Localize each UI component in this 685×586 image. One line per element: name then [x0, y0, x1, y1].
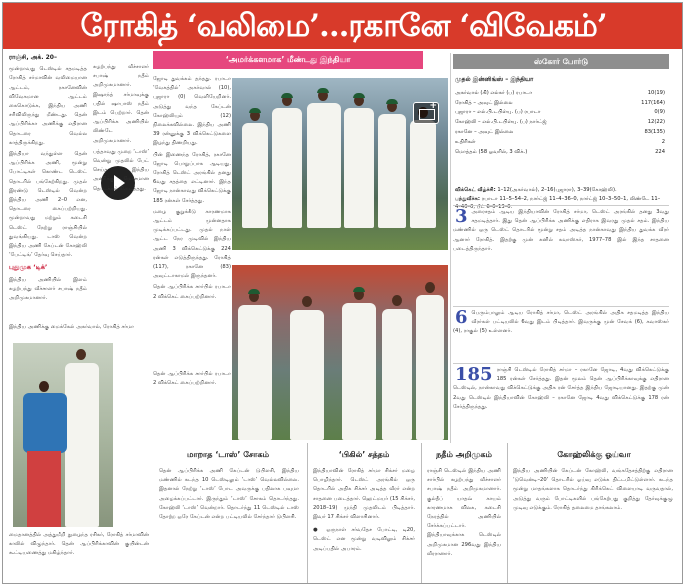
section-text-toss: தென் ஆப்பிரிக்க அணி கேப்டன் டுபிளசி, இந்திய மண்ணில் கடந்த 10 டெஸ்டிலும் ‘டாஸ்’ வெல்லவில்லை. இதனால் நேற்று ‘டாஸ்’ போட அவருக்கு பதிலாக பவுமா அழைக்கப்பட்டார். இருந்தும் ‘டாஸ்’ சோகம் தொடர்ந்தது. கோஹ்லி ‘டாஸ்’ வென்றார். தொடர்ந்து 11 டெஸ்டில் டாஸ் தோற்ற ஒரே கேப்டன் என்ற பட்டியலில் சேர்ந்தார் டுபிளசி. [159, 468, 299, 521]
article-paragraph: ஜோடி துவக்கம் தந்தது. ரபாடா ‘வேகத்தில்’ அகர்வால் (10), புஜாரா (0) வெளியேறினர். அடுத்து வந்த கேப்டன் கோஹ்லியும் (12) நிலைக்கவில்லை. இந்திய அணி 39 ரன்னுக்கு 3 விக்கெட்டுகளை இழந்து திணறியது. [153, 76, 231, 147]
section-text-nadeem: ராஞ்சி டெஸ்டில் இந்திய அணி சார்பில் சுழற்பந்து வீச்சாளர் சபாஷ் நதீம் அறிமுகமானார். குல்தீப் யாதவ் காயம் காரணமாக விலக, கடைசி நேரத்தில் அணியில் சேர்க்கப்பட்டார். இந்தியாவுக்காக டெஸ்டில் அறிமுகமான 296வது இந்திய வீரரானார். [427, 468, 501, 557]
batsman-score: 10(19) [647, 89, 665, 96]
stat-number: 185 [455, 364, 493, 385]
fall-of-wickets-label: விக்கெட் வீழ்ச்சி: [455, 187, 496, 193]
batsman-score: 117(164) [641, 99, 665, 106]
fall-of-wickets-text: 1–12(அகர்வால்), 2–16(புஜாரா), 3–39(கோஹ்லி). [497, 187, 617, 193]
column-divider [450, 53, 451, 443]
newspaper-page [2, 2, 683, 584]
batsman-score: 0(9) [654, 109, 665, 116]
article-paragraph: தென் ஆப்பிரிக்க சார்பில் ரபாடா 2 விக்கெட் கைப்பற்றினார். [153, 284, 231, 300]
article-paragraph: இந்தியா வந்துள்ள தென் ஆப்பிரிக்க அணி, மூன்று போட்டிகள் கொண்ட டெஸ்ட் தொடரில் பங்கேற்கிறது. முதல் இரண்டு டெஸ்டில் வென்ற இந்திய அணி 2–0 என, தொடரை கைப்பற்றியது. மூன்றாவது மற்றும் கடைசி டெஸ்ட் நேற்று ராஞ்சியில் துவங்கியது. டாஸ் வென்ற இந்திய அணி கேப்டன் கோஹ்லி ‘பேட்டிங்’ தேர்வு செய்தார். [9, 151, 87, 259]
article-paragraph: இந்திய அணியில் இளம் சுழற்பந்து வீச்சாளர் சபாஷ் நதீம் அறிமுகமானார். [9, 276, 87, 302]
photo-caption: மைதானத்தில் அத்துமீறி நுழைந்த ரசிகர், ரோகித் சர்மாவின் காலில் விழுந்தார். தென் ஆப்பிரிக்காவின் குயின்டன் கூட்டியணைத்து மகிழ்ந்தார். [9, 532, 149, 556]
article-paragraph: பத்தாவது முறை ‘டாஸ்’ வென்று முதலில் பேட் செய்த இந்திய அணிக்கு மோசமான தொடக்கம் கிடைத்தது. [93, 148, 149, 192]
article-subhead: புதுமுக ‘டிக்’ [9, 263, 48, 272]
scoreboard-row [455, 108, 665, 118]
left-bottom-text: இந்திய அணிக்கு மைக்கேல் அகர்வால், ரோகித் சர்மா [9, 324, 134, 330]
scoreboard-row [455, 88, 665, 98]
section-heading-toss: மாறாத ‘டாஸ்’ சோகம் [186, 450, 270, 459]
section-text-kohli: இந்திய அணியின் கேப்டன் கோஹ்லி, வங்கதேசத்திற்கு எதிரான ‘டுவென்டி–20’ தொடரில் ஓய்வு எடுக்க திட்டமிட்டுள்ளார். கடந்த மூன்று மாதங்களாக தொடர்ந்து கிரிக்கெட் விளையாடி வருவதால், அடுத்து வரும் போட்டிகளில் பங்கேற்பது குறித்து தேர்வுக்குழு முடிவு எடுக்கும். ரோகித் தலைமை தாங்கலாம். [513, 468, 673, 511]
stat-number: 3 [455, 206, 468, 227]
article-paragraph: தென் ஆப்பிரிக்க சார்பில் ரபாடா 2 விக்கெட் கைப்பற்றினார். [153, 371, 231, 387]
batsman-name: மொத்தம் (58 ஓவரில், 3 விக்.) [455, 148, 528, 155]
section-heading-bigil: ‘பிகில்’ சத்தம் [338, 450, 390, 459]
batsman-score: 2 [661, 138, 665, 145]
stat-text: பெரும்பாலும் ஆடிய ரோகித் சர்மா, டெஸ்ட் அரங்கில் அதிக சதமடித்த இந்திய வீரர்கள் பட்டியலில் 6வது இடம் பிடித்தார். இவருக்கு முன் சேவக் (6), கவாஸ்கர் (4), ராகுல் (5) உள்ளனர். [453, 310, 669, 335]
mid-column-b [93, 63, 149, 353]
scoreboard-row [455, 137, 665, 147]
article-paragraph: சுழற்பந்து வீச்சாளர் சபாஷ் நதீம் அறிமுகமானார். இஷாந்த் சர்மாவுக்கு பதில் ஷாபாஸ் நதீம் இடம் பெற்றார். தென் ஆப்பிரிக்க அணியில் லிண்டே அறிமுகமானார். [93, 64, 149, 144]
innings-heading: முதல் இன்னிங்ஸ் – இந்தியா [455, 76, 534, 83]
article-paragraph: மூன்றாவது டெஸ்டில் சதமடித்த ரோகித் சர்மாவின் வலிமையான ஆட்டம், ரகானேவின் விவேகமான ஆட்டம் கைகொடுக்க, இந்திய அணி சரிவிலிருந்து மீண்டது. தென் ஆப்பிரிக்கா அணிக்கு எதிரான தொடரை வெல்ல காத்திருக்கிறது. [9, 66, 87, 146]
batsman-score: 224 [655, 148, 665, 155]
scoreboard-row [455, 117, 665, 127]
scoreboard-title: ஸ்கோர் போர்டு [453, 54, 669, 69]
batsman-score: 83(135) [644, 128, 665, 135]
photo-gallery-icon[interactable] [413, 102, 439, 124]
stat-box [453, 205, 669, 305]
stat-box [453, 306, 669, 360]
scoreboard-row [455, 98, 665, 108]
section-heading-nadeem: நதீம் அறிமுகம் [436, 450, 492, 459]
stat-number: 6 [455, 307, 468, 328]
scoreboard-table [455, 88, 665, 157]
section-text-bigil [313, 467, 415, 584]
stat-text: ராஞ்சி டெஸ்டில் ரோகித் சர்மா – ரகானே ஜோடி, 4வது விக்கெட்டுக்கு 185 ரன்கள் சேர்த்தது. இதன் மூலம் தென் ஆப்பிரிக்காவுக்கு எதிரான டெஸ்டில், நான்காவது விக்கெட்டுக்கு அதிக ரன் சேர்த்த இந்திய ஜோடியானது. இதற்கு முன் 2வது டெஸ்டில் இந்தியாவின் கோஹ்லி – ரகானே ஜோடி 4வது விக்கெட்டுக்கு 178 ரன் சேர்த்திருந்தது. [453, 367, 669, 410]
scoreboard-row [455, 147, 665, 157]
pink-subheadline: ‘அமர்க்களமாக’ மீண்டது இந்தியா [153, 51, 423, 69]
batsman-name: ரோகித் – அவுட் இல்லை [455, 99, 513, 106]
mid-column-a [153, 75, 231, 365]
stat-text: அரைசதம் ஆடிய இந்தியாவின் ரோகித் சர்மா, டெஸ்ட் அரங்கில் தனது 3வது சதமடித்தார். இது தென் ஆப்பிரிக்க அணிக்கு எதிராக இவரது முதல் சதம். இந்திய மண்ணில் ஒரு டெஸ்ட் தொடரில் மூன்று சதம் அடித்த நான்காவது இந்திய துவக்க வீரர் ஆனார் ரோகித். இதற்கு முன் சுனில் கவாஸ்கர், 1977–78 இல் இந்த சாதனை படைத்திருந்தார். [453, 209, 669, 252]
scoreboard-row [455, 127, 665, 137]
stat-box [453, 363, 669, 435]
section-heading-kohli: கோஹ்லிக்கு ஓய்வா [557, 450, 631, 459]
article-paragraph: பின் இணைந்த ரோகித், ரகானே ஜோடி பொறுப்பாக ஆடியது. ரோகித் டெஸ்ட் அரங்கில் தனது 6வது சதத்தை எட்டினார். இந்த ஜோடி நான்காவது விக்கெட்டுக்கு 185 ரன்கள் சேர்த்தது. [153, 151, 231, 204]
batsman-name: உதிரிகள் [455, 138, 476, 145]
section-note: ● ஒருநாள் சர்வதேச போட்டி, டி20, டெஸ்ட் என மூன்று வடிவிலும் சிக்சர் அடிப்பதில் அபாரம். [313, 527, 415, 552]
fan-hug-photo [13, 343, 113, 527]
left-column-article [9, 53, 87, 343]
batsman-name: கோஹ்லி – எல்.பி.டபிள்யு. (ப) நார்ட்ஜ் [455, 119, 547, 126]
section-paragraph: இந்தியாவின் ரோகித் சர்மா சிக்சர் மழை பொழிந்தார். டெஸ்ட் அரங்கில் ஒரு தொடரில் அதிக சிக்சர் அடித்த வீரர் என்ற சாதனை படைத்தார். ஹெட்மயர் (15 சிக்சர், 2018–19) முந்தி முதலிடம் பிடித்தார். இவர் 17 சிக்சர் விளாசினார். [313, 468, 415, 521]
page-headline: ரோகித் ‘வலிமை’...ரகானே ‘விவேகம்’ [3, 3, 683, 49]
batsman-score: 12(22) [647, 119, 665, 126]
batsman-name: ரகானே – அவுட் இல்லை [455, 128, 514, 135]
bowling-label: பந்துவீச்சு: [455, 195, 480, 202]
article-paragraph: மழை குறுக்கீடு காரணமாக ஆட்டம் முன்னதாக முடிக்கப்பட்டது. முதல் நாள் ஆட்ட நேர முடிவில் இந்திய அணி 3 விக்கெட்டுக்கு 224 ரன்கள் எடுத்திருந்தது. ரோகித் (117), ரகானே (83) அவுட்டாகாமல் இருந்தனர். [153, 208, 231, 280]
bowling-figures: ரபாடா 11–5–54–2, நார்ட்ஜ் 11–4–36–0, நார்ட்ஜ் 10–3–50–1, லிண்டே 11–4–40–0, பீட் 6–0–13–0. [455, 195, 661, 210]
mid-column-continued [153, 370, 231, 443]
batsman-name: அகர்வால் (கி) எல்கர் (ப) ரபாடா [455, 89, 533, 96]
wicket-celebration-photo [232, 265, 448, 440]
dateline: ராஞ்சி, அக். 20– [9, 54, 57, 61]
batsman-name: புஜாரா – எல்.பி.டபிள்யு. (ப) ரபாடா [455, 109, 541, 116]
